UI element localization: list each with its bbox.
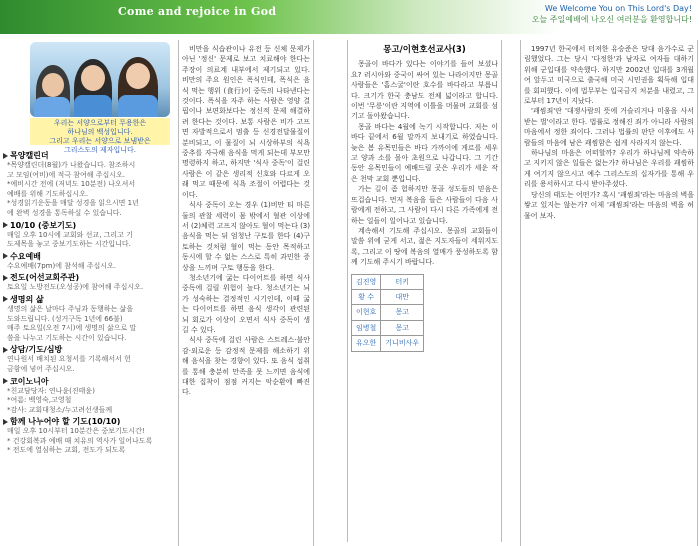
missionary-field: 몽고 <box>381 305 424 320</box>
announcement-line: *목양캘린더(8월)가 나왔습니다. 참조하시 <box>7 161 136 169</box>
announcement-line: *예비시간 전에 (저녁도 10분전) 나오셔서 <box>7 180 136 189</box>
announcement-line: *감사: 교회대청소/누고려선생들께 <box>7 405 113 414</box>
article-paragraph: 몽골 바다는 4월에 녹기 시작합니다. 저는 이 바다 끝에서 6월 말까지 보내기로 하였습니다. 늦은 봄 유목민들은 바다 가까이에 게르를 세우고 양과 소를 몰아 초원으로 나갑니다. 그 기간 동안 유목민들이 예배드릴 곳은 우리가 세운 작은 천막 교회 뿐입니다. <box>351 122 498 183</box>
announcement-title: 함께 나누어야 할 기도(10/10) <box>3 416 173 427</box>
announcement-section <box>3 272 173 293</box>
announcement-title: 코이노니아 <box>3 376 173 387</box>
announcement-line: 매주 토요일(오전 7시)에 생명의 삶으로 말 <box>7 324 137 333</box>
bullet-icon <box>3 378 8 384</box>
announcement-line: 수요예배(7pm)에 참석해 주십시오. <box>7 261 116 270</box>
table-row <box>352 336 424 351</box>
missionary-name: 유오한 <box>352 336 381 351</box>
missionary-name: 임병철 <box>352 320 381 335</box>
announcement-line: 씀을 나누고 기도하는 시간이 있습니다. <box>7 333 127 342</box>
announcement-line: 고 모임(여비)에 적극 참여해 주십시오. <box>7 170 126 179</box>
article-paragraph: 가는 길이 좀 험하지만 몽골 성도들의 믿음은 뜨겁습니다. 먼저 복음을 들은 사람들이 다음 사람에게 전하고, 그 사람이 다시 다른 가족에게 전하는 일들이 일어나고 있습니다. <box>351 185 498 225</box>
announcement-section <box>3 251 173 272</box>
missionary-name: 김진영 <box>352 274 381 289</box>
article-paragraph: 비만을 식습관이나 유전 등 신체 문제가 아닌 '정신' 문제로 보고 치료해야 한다는 주장이 의료계 내부에서 제기되고 있다. 비만의 주요 원인은 폭식인데, 폭식은 음식 먹는 행위 (食行)이 중독의 나타낸다는 것이다. 폭식을 자주 하는 사람은 영양 결핍이나 보편화보다는 정신적 문제 해결하려 한다는 것이다. 보통 사람은 비가 고프면 자발적으로서 멈출 등 신경전달물질이 분비되고, 이 물질이 뇌 시상하부의 식욕 중추를 자극해 음식을 먹게 되는데 부모만 명령하지 하고, 하지만 '식사 중독'이 걸린 사람은 이 같은 생리적 신호와 다르게 오래 먹고 때문에 식욕 조절이 어렵다는 것이다. <box>182 45 310 199</box>
announcement-section <box>3 344 173 374</box>
column-missionary <box>347 40 502 542</box>
missionary-field: 대만 <box>381 289 424 304</box>
announcement-section <box>3 416 173 456</box>
missionary-field: 몽고 <box>381 320 424 335</box>
announcement-line: 매일 오후 10시부터 10분간은 중보기도시간! <box>7 427 145 436</box>
article-paragraph: 계속해서 기도해 주십시오. 몽골의 교회들이 말씀 위에 굳게 서고, 젊은 지도자들이 세워지도록, 그리고 이 땅에 복음의 열매가 풍성하도록 함께 기도해 주시기 바랍니다. <box>351 226 498 267</box>
announcements <box>3 150 173 457</box>
article-paragraph: 몽골이 바다가 있다는 이야기를 들어 보셨나요? 러시아와 중국이 싸여 있는 나라이지만 몽골 사람들은 '홉스굴'이란 호수를 바다라고 부릅니다. 크기가 한국 충남도 전체 넓이라고 합니다. 이번 '무릉'이란 지역에 이틀을 머물며 교회를 섬기고 돌아왔습니다. <box>351 60 498 121</box>
announcement-line: 연나원서 배치된 요청서를 기록해서서 헌 <box>7 355 131 364</box>
announcement-line: *성경읽기운동을 매달 성경을 읽으시면 1년 <box>7 199 139 208</box>
announcement-title: 수요예배 <box>3 251 173 262</box>
bullet-icon <box>3 275 8 281</box>
photo-caption: 우리는 서양으로부터 무용한은 하나님의 백성입니다. 그리고 우리는 서양으로 보냄받은 그리스도의 제자입니다. <box>30 118 170 145</box>
missionary-heading: 몽고/이현호선교사(3) <box>383 45 466 55</box>
table-row <box>352 305 424 320</box>
table-row <box>352 274 424 289</box>
bullet-icon <box>3 347 8 353</box>
announcement-title: 10/10 (중보기도) <box>3 220 173 231</box>
bullet-icon <box>3 222 8 228</box>
article-paragraph: 청소년기에 굶는 다이어트를 하면 식사 중독에 걸릴 위험이 높다. 청소년기는 뇌가 성숙하는 결정적인 시기인데, 이때 굶는 다이어트를 하면 음식 생각이 관련된 뇌 회로가 이상이 오면서 식사 중독이 생길 수 있다. <box>182 273 310 334</box>
announcement-section <box>3 220 173 250</box>
announcement-title: 상담/기도/심방 <box>3 344 173 355</box>
announcement-line: 생명의 삶은 날마다 주님과 동행하는 삶을 <box>7 304 134 313</box>
announcement-line: 매일 오후 10시에 교회와 선교, 그리고 기 <box>7 230 133 239</box>
announcement-line: *친교담당자: 연나윤(진태윤) <box>7 386 95 395</box>
article-paragraph: 식사 중독에 걸린 사람은 스트레스·불안감·외로운 등 감정적 문제를 해소하기 위해 음식을 찾는 경향이 있다. 또 음식 섭취를 통해 충분히 만족을 못 느끼면 음식에 대한 집착이 점점 커지는 악순환에 빠진다. <box>182 336 310 397</box>
announcement-line: * 건강회복과 예배 때 치유의 역사가 일어나도록 <box>7 436 153 445</box>
announcement-line: 도제목을 놓고 중보기도하는 시간입니다. <box>7 240 131 249</box>
announcement-title: 전도(어선교회주관) <box>3 272 173 283</box>
announcement-section <box>3 150 173 219</box>
welcome-korean: 오늘 주일예배에 나오신 여러분을 환영합니다! <box>531 15 692 24</box>
header-banner <box>0 0 700 34</box>
bullet-icon <box>3 253 8 259</box>
article-paragraph: 식사 중독이 오는 경우 (1)비만 티 마른 둘의 관찰 세력이 몸 밖에서 혈관 이상에서 (2)체력 고프지 않아도 혈이 먹는다 (3)음식을 먹는 뒤 엄청난 구토를 한다 (4)구토하는 것처럼 혈이 먹는 동안 목적하고 동시에 할 수 없는 스스로 특히 과민한 증상을 느끼며 구토 행동을 한다. <box>182 201 310 272</box>
announcement-line: * 전도에 열심하는 교회, 전도가 되도록 <box>7 446 126 455</box>
bullet-icon <box>3 296 8 302</box>
article-paragraph: 당신의 태도는 어떤가? 혹시 '괘씸죄'라는 마음의 벽을 쌓고 있지는 않는가? 이제 '괘씸죄'라는 마음의 벽을 허물어 보자. <box>524 190 694 220</box>
article-paragraph: 하나님의 마음은 어떠할까? 우리가 하나님께 약속하고 지키지 않은 일들은 없는가? 하나님은 우리를 괘씸하게 여기지 않으시고 예수 그리스도의 십자가를 통해 우리를 용서하시고 다시 받아주셨다. <box>524 149 694 189</box>
missionary-table <box>351 274 424 352</box>
announcement-section <box>3 294 173 343</box>
announcement-line: *여름: 백영숙,고영철 <box>7 396 72 405</box>
announcement-line: 에 완벽 성경을 통독하실 수 있습니다. <box>7 208 122 217</box>
announcement-title: 생명의 삶 <box>3 294 173 305</box>
bullet-icon <box>3 153 8 159</box>
announcement-section <box>3 376 173 416</box>
missionary-field: 터키 <box>381 274 424 289</box>
welcome-message <box>532 3 692 25</box>
missionary-name: 이현호 <box>352 305 381 320</box>
missionary-field: 기니비사우 <box>381 336 424 351</box>
missionary-name: 황 수 <box>352 289 381 304</box>
article-paragraph: '괘씸죄'란 '대쟁사람의 뜻에 거슬리거나 미움을 사서 받는 벌'이라고 한다. 법률로 정해진 죄가 아니라 사람의 마음에서 정한 죄이다. 그러나 법률의 판단 이후에도 사람들의 마음에 남은 괘씸함은 쉽게 사라지지 않는다. <box>524 107 694 147</box>
article-paragraph: 1997년 한국에서 터져한 유승준은 당대 음가수로 군림했었다. 그는 당시 '다정한'과 남자로 여자들 대하기 위해 군입대를 약속했다. 하지만 2002년 입대를 3개월 여 앞두고 미국으로 출국해 미국 시민권을 획득해 입대를 회피했다. 이에 법무부는 입국금지 처분을 내렸고, 그로부터 17년이 지났다. <box>524 45 694 106</box>
column-article-food <box>178 40 314 546</box>
table-row <box>352 320 424 335</box>
announcement-line: 토요일 노방전도(오성공)에 참여해 주십시오. <box>7 283 144 292</box>
bullet-icon <box>3 419 8 425</box>
welcome-english: We Welcome You on This Lord's Day! <box>544 4 692 13</box>
banner-title: Come and rejoice in God <box>118 5 277 18</box>
announcement-line: 도와드립니다. (성거구독 1년에 66불) <box>7 314 123 323</box>
table-row <box>352 289 424 304</box>
group-photo <box>30 42 170 117</box>
column-essay <box>520 40 698 546</box>
announcement-title: 목양캘린더 <box>3 150 173 161</box>
announcement-line: 금함에 넣어 주십시오. <box>7 364 75 373</box>
announcement-line: 예배를 위해 기도하십시오. <box>7 189 89 198</box>
